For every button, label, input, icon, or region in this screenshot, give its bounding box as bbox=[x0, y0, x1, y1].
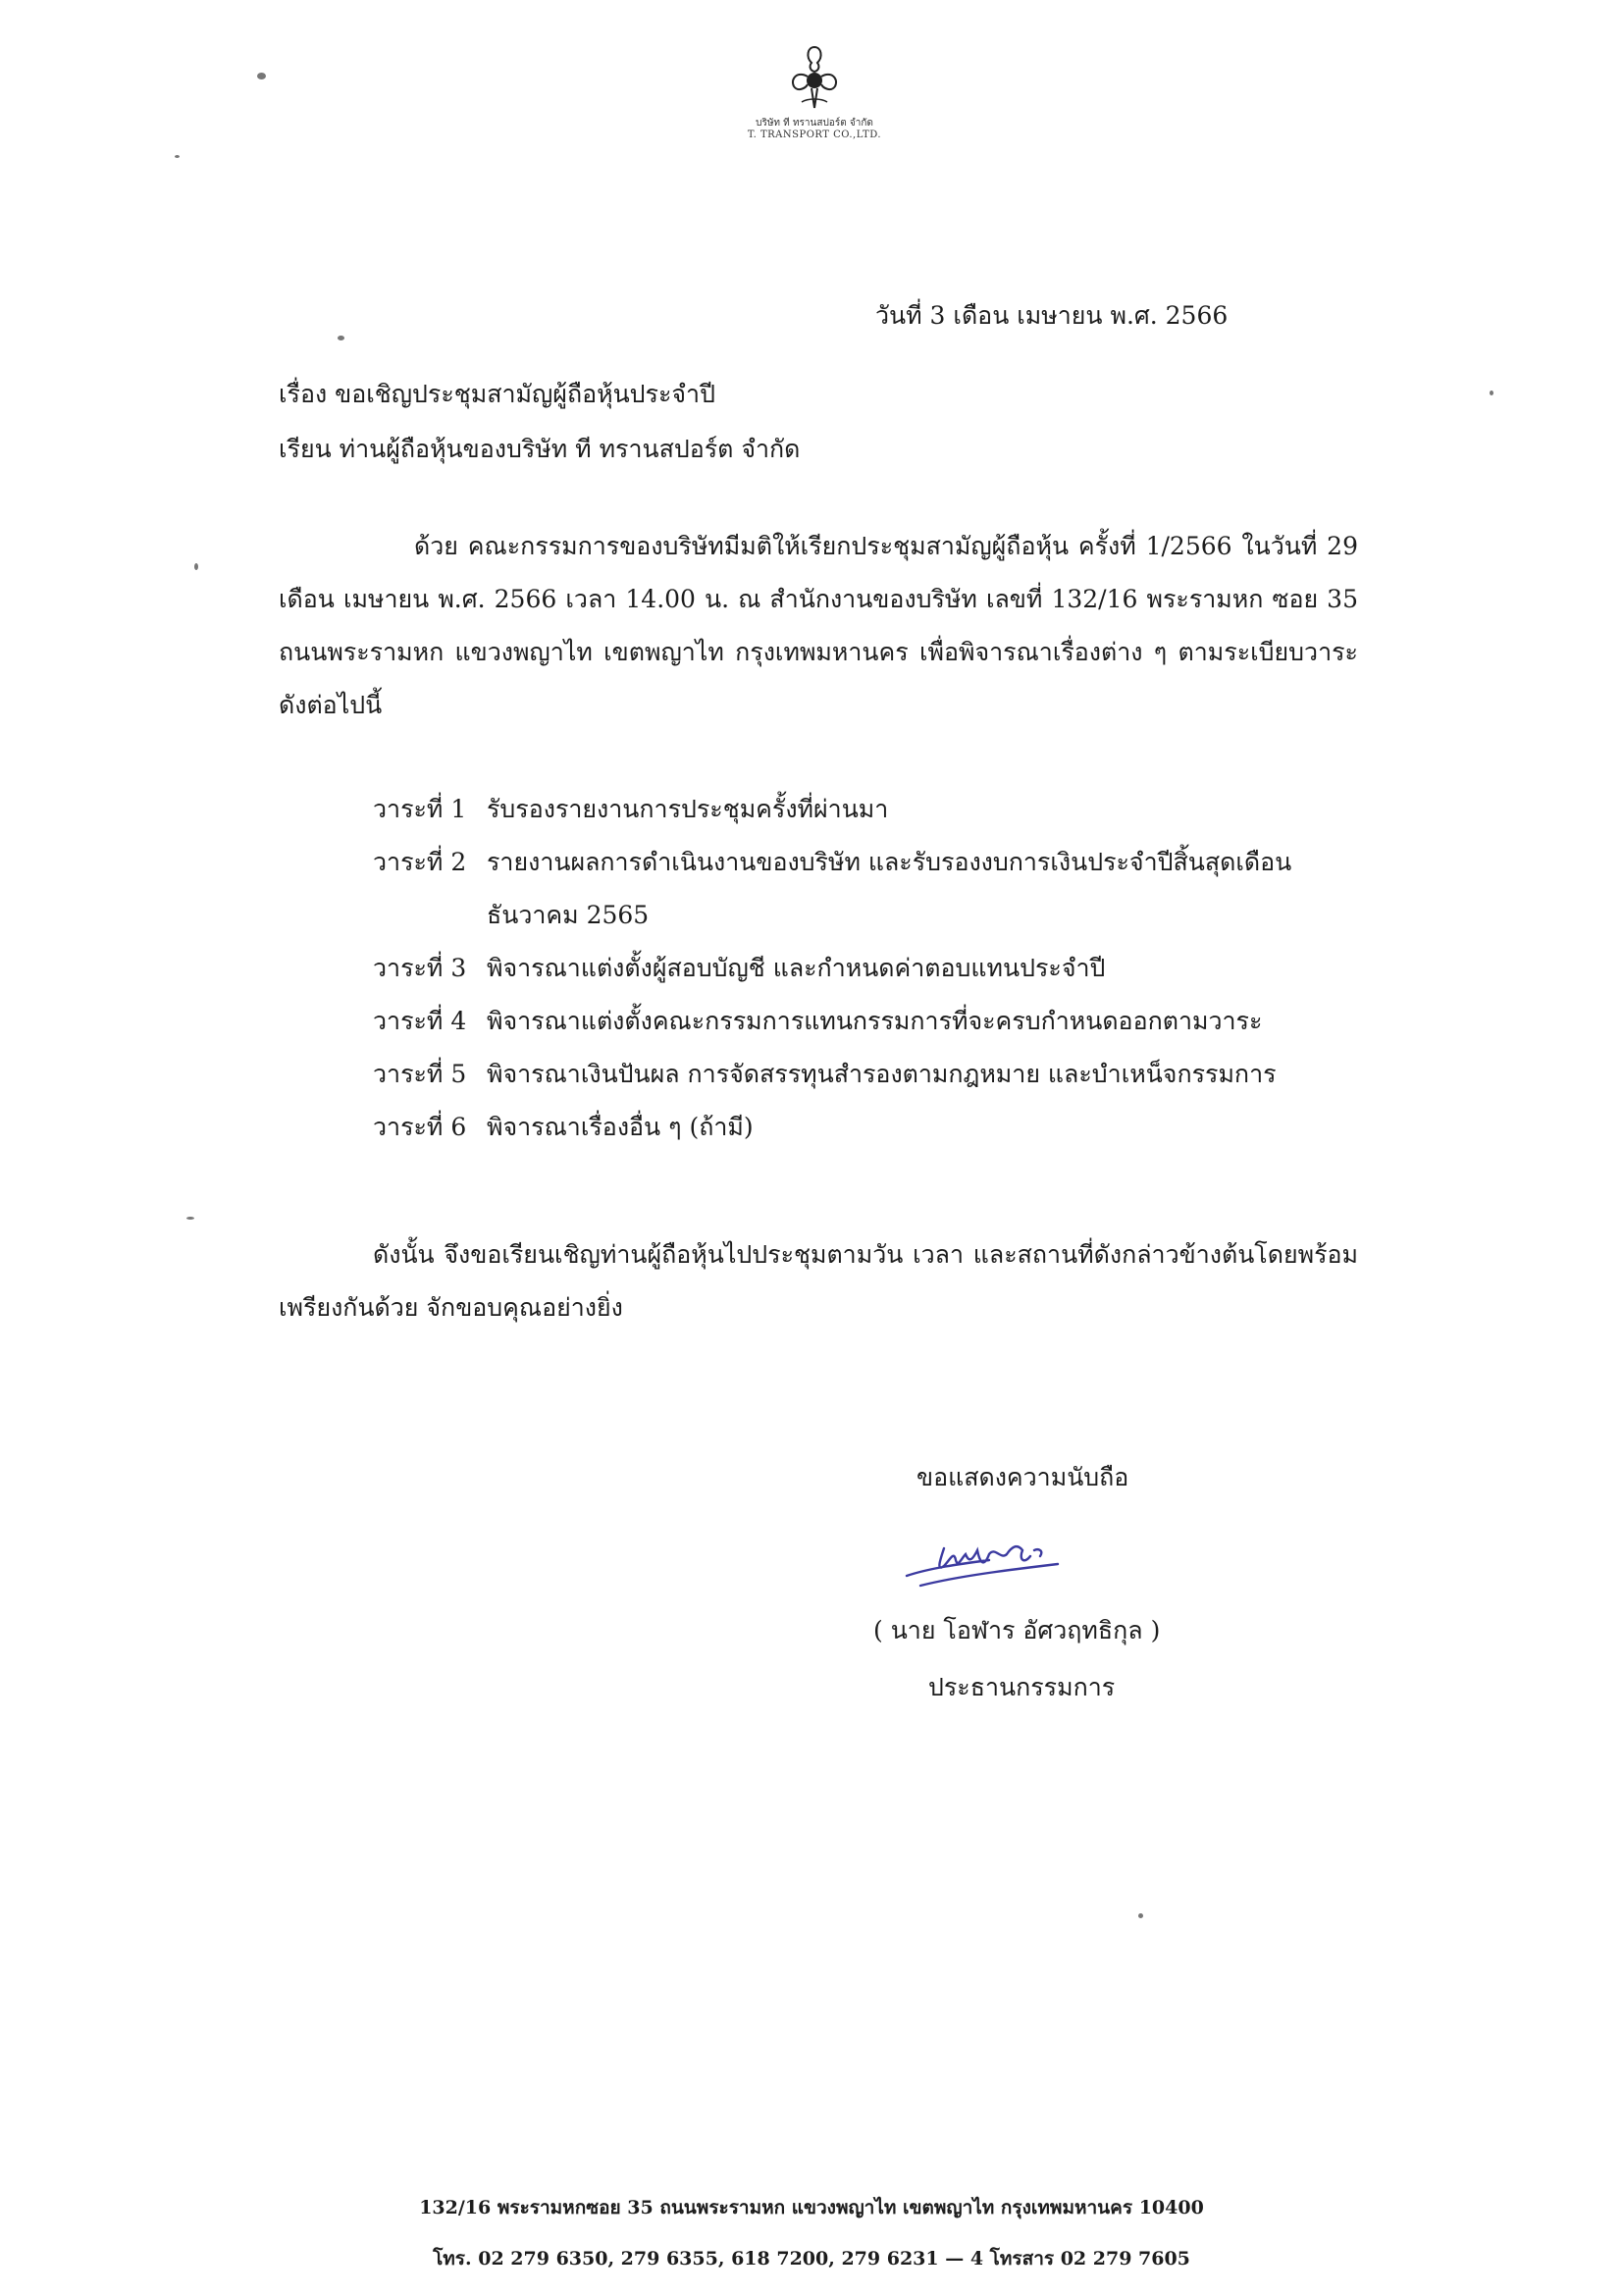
agenda-item bbox=[373, 1101, 1364, 1154]
agenda-label: วาระที่ 1 bbox=[373, 795, 467, 823]
agenda-label: วาระที่ 5 bbox=[373, 1060, 467, 1088]
letter-date: วันที่ 3 เดือน เมษายน พ.ศ. 2566 bbox=[875, 301, 1229, 330]
agenda-label: วาระที่ 6 bbox=[373, 1113, 467, 1141]
signer-position: ประธานกรรมการ bbox=[928, 1673, 1116, 1701]
agenda-label: วาระที่ 2 bbox=[373, 848, 467, 876]
scan-speck bbox=[338, 336, 344, 340]
closing-salutation: ขอแสดงความนับถือ bbox=[916, 1463, 1129, 1491]
body-paragraph-2: ดังนั้น จึงขอเรียนเชิญท่านผู้ถือหุ้นไปประชุมตามวัน เวลา และสถานที่ดังกล่าวข้างต้นโดยพร้อมเพรียงกันด้วย จักขอบคุณอย่างยิ่ง bbox=[279, 1240, 1358, 1322]
agenda-text: พิจารณาเรื่องอื่น ๆ (ถ้ามี) bbox=[487, 1113, 754, 1141]
company-name-th: บริษัท ที ทรานสปอร์ต จำกัด bbox=[756, 118, 873, 129]
scan-speck bbox=[257, 73, 266, 79]
scan-speck bbox=[194, 563, 198, 570]
company-emblem-icon bbox=[784, 41, 845, 116]
agenda-item bbox=[373, 836, 1364, 942]
body-paragraph-1: ด้วย คณะกรรมการของบริษัทมีมติให้เรียกประชุมสามัญผู้ถือหุ้น ครั้งที่ 1/2566 ในวันที่ 29 เดือน เมษายน พ.ศ. 2566 เวลา 14.00 น. ณ สำนักงานของบริษัท เลขที่ 132/16 พระรามหก ซอย 35 ถนนพระรามหก แขวงพญาไท เขตพญาไท กรุงเทพมหานคร เพื่อพิจารณาเรื่องต่าง ๆ ตามระเบียบวาระดังต่อไปนี้ bbox=[279, 532, 1358, 719]
agenda-text: รับรองรายงานการประชุมครั้งที่ผ่านมา bbox=[487, 795, 889, 823]
agenda-item bbox=[373, 783, 1364, 836]
agenda-item bbox=[373, 942, 1364, 995]
footer-phone: โทร. 02 279 6350, 279 6355, 618 7200, 279 6231 — 4 โทรสาร 02 279 7605 bbox=[433, 2248, 1190, 2270]
agenda-text: พิจารณาแต่งตั้งผู้สอบบัญชี และกำหนดค่าตอบแทนประจำปี bbox=[487, 954, 1106, 982]
agenda-text: รายงานผลการดำเนินงานของบริษัท และรับรองงบการเงินประจำปีสิ้นสุดเดือนธันวาคม 2565 bbox=[487, 848, 1292, 929]
scan-speck bbox=[1138, 1913, 1143, 1918]
company-name-en: T. TRANSPORT CO.,LTD. bbox=[747, 130, 882, 140]
agenda-item bbox=[373, 995, 1364, 1048]
scan-speck bbox=[1490, 391, 1493, 395]
signature bbox=[901, 1521, 1077, 1603]
scan-speck bbox=[175, 155, 180, 158]
company-logo bbox=[746, 41, 883, 141]
agenda-label: วาระที่ 3 bbox=[373, 954, 467, 982]
footer-address: 132/16 พระรามหกซอย 35 ถนนพระรามหก แขวงพญาไท เขตพญาไท กรุงเทพมหานคร 10400 bbox=[419, 2197, 1204, 2218]
agenda-item bbox=[373, 1048, 1364, 1101]
letter-recipient: เรียน ท่านผู้ถือหุ้นของบริษัท ที ทรานสปอร์ต จำกัด bbox=[279, 435, 801, 463]
signer-name: ( นาย โอฬาร อัศวฤทธิกุล ) bbox=[873, 1616, 1161, 1644]
agenda-text: พิจารณาเงินปันผล การจัดสรรทุนสำรองตามกฎหมาย และบำเหน็จกรรมการ bbox=[487, 1060, 1277, 1088]
scan-speck bbox=[186, 1217, 194, 1220]
signature-icon bbox=[901, 1521, 1077, 1599]
agenda-list bbox=[373, 783, 1364, 1154]
letter-subject: เรื่อง ขอเชิญประชุมสามัญผู้ถือหุ้นประจำปี bbox=[279, 380, 715, 408]
agenda-label: วาระที่ 4 bbox=[373, 1007, 467, 1035]
agenda-text: พิจารณาแต่งตั้งคณะกรรมการแทนกรรมการที่จะครบกำหนดออกตามวาระ bbox=[487, 1007, 1263, 1035]
